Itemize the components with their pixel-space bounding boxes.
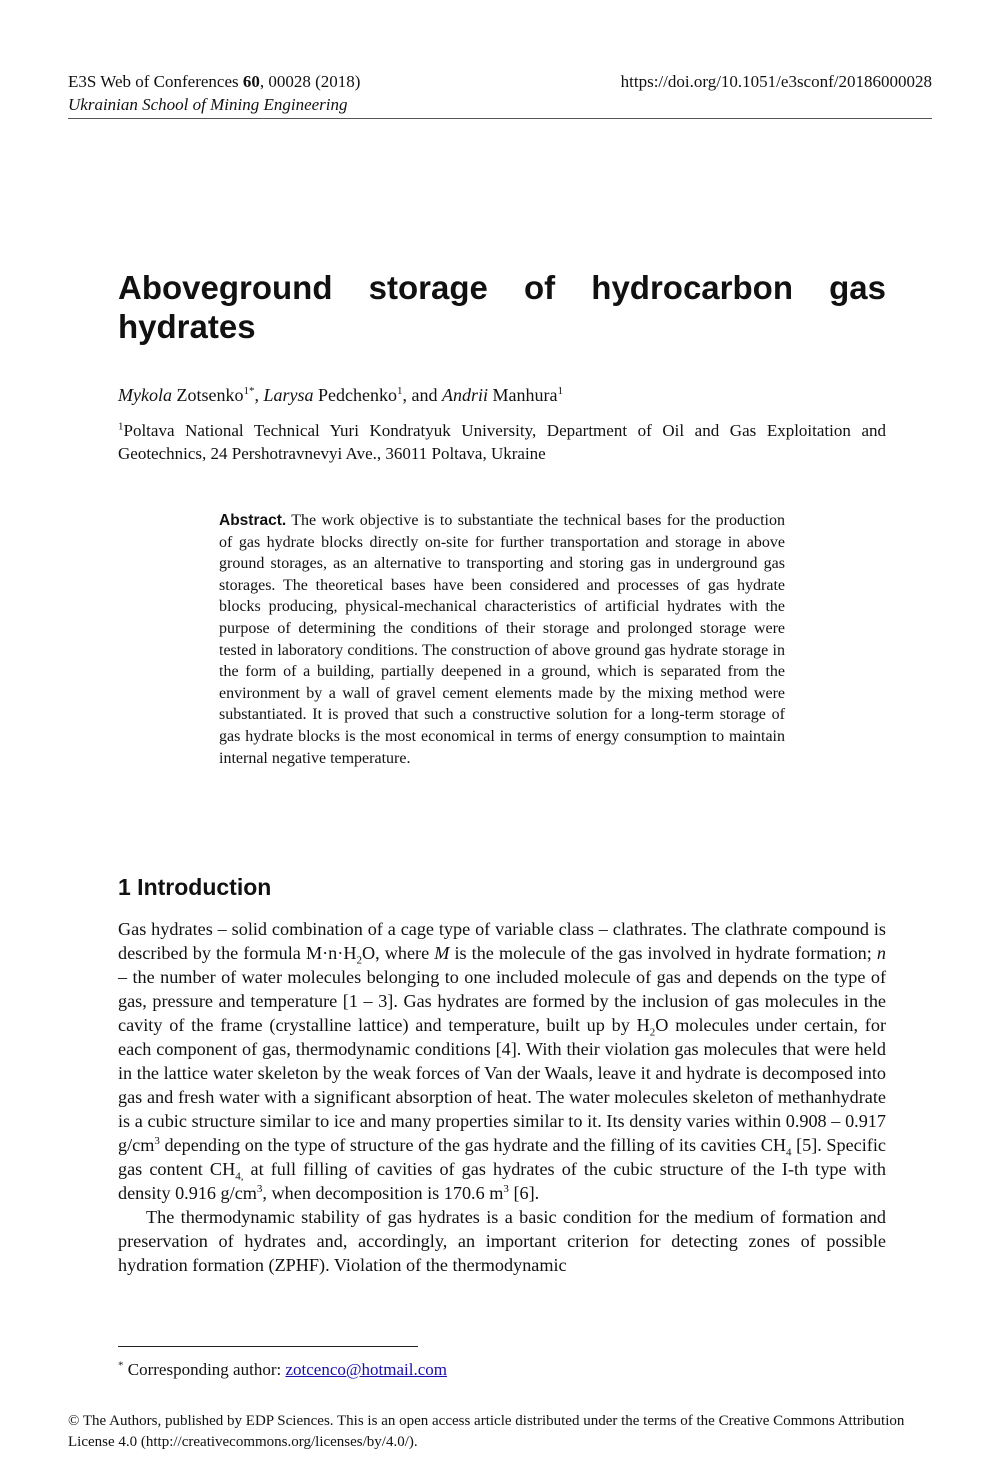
superscript: 3	[503, 1182, 509, 1195]
affiliation	[118, 419, 886, 465]
author-3-last-name: Manhura	[488, 385, 558, 405]
text-run: , when decomposition is 170.6 m	[262, 1183, 504, 1203]
journal-name: E3S Web of Conferences	[68, 72, 243, 91]
paragraph-1	[118, 917, 886, 1205]
license-notice: © The Authors, published by EDP Sciences. This is an open access article distributed under the terms of the Creative Commons Attribution License 4.0 (http://creativecommons.org/licenses/by/4.0/).	[68, 1413, 905, 1450]
author-1-affiliation-mark: 1*	[243, 385, 255, 397]
superscript: 3	[256, 1182, 263, 1195]
footnote-mark: *	[118, 1359, 124, 1372]
subscript: 2	[356, 954, 362, 967]
math-symbol-n: n	[876, 943, 886, 963]
text-run: [6].	[508, 1183, 540, 1203]
conference-name: Ukrainian School of Mining Engineering	[68, 95, 348, 114]
text-run: Gas hydrates – solid combination of a cage type of variable class – clathrates. The clathrate compound is described by the formula M·n·H	[118, 919, 886, 963]
math-symbol-m: M	[434, 943, 450, 963]
paragraph-2: The thermodynamic stability of gas hydrates is a basic condition for the medium of formation and preservation of hydrates and, accordingly, an important criterion for detecting zones of possible hydration formation (ZPHF). Violation of the thermodynamic	[118, 1207, 886, 1275]
article-number-year: , 00028 (2018)	[259, 72, 361, 91]
journal-volume: 60	[242, 72, 260, 91]
author-separator: ,	[254, 385, 264, 405]
footnote-rule	[118, 1346, 418, 1347]
abstract-label: Abstract.	[219, 512, 287, 529]
text-run: O, where	[361, 943, 435, 963]
text-run: [5]. Specific gas content CH	[118, 1135, 886, 1179]
footnote	[118, 1358, 447, 1382]
author-3-first-name: Andrii	[441, 385, 488, 405]
text-run: at full filling of cavities of gas hydrates of the cubic structure of the I-th type with density 0.916 g/cm	[118, 1159, 886, 1203]
text-run: – the number of water molecules belonging to one included molecule of gas and depends on the type of gas, pressure and temperature [1 – 3]. Gas hydrates are formed by the inclusion of gas molecules in the cavity of the frame (crystalline lattice) and temperature, built up by H	[118, 967, 886, 1035]
abstract-text: The work objective is to substantiate the technical bases for the production of gas hydrate blocks directly on-site for further transportation and storage in above ground storages, as an alternative to transporting and storing gas in underground gas storages. The theoretical bases have been considered and processes of gas hydrate blocks producing, physical-mechanical characteristics of artificial hydrates with the purpose of determining the conditions of their storage and prolonged storage were tested in laboratory conditions. The construction of above ground gas hydrate storage in the form of a building, partially deepened in a ground, which is separated from the environment by a wall of gravel cement elements made by the mixing method were substantiated. It is proved that such a constructive solution for a long-term storage of gas hydrate blocks is the most economical in terms of energy consumption to maintain internal negative temperature.	[219, 512, 785, 767]
author-list	[118, 382, 886, 408]
header-rule	[68, 118, 932, 119]
author-2-first-name: Larysa	[263, 385, 314, 405]
paper-title: Aboveground storage of hydrocarbon gas hydrates	[118, 269, 886, 345]
section-heading-introduction: 1 Introduction	[118, 874, 272, 900]
author-1-last-name: Zotsenko	[171, 385, 244, 405]
author-2-affiliation-mark: 1	[396, 385, 403, 397]
author-1-first-name: Mykola	[118, 385, 172, 405]
subscript: 2	[649, 1026, 656, 1039]
abstract	[219, 510, 785, 769]
doi-link[interactable]: https://doi.org/10.1051/e3sconf/20186000028	[620, 72, 932, 91]
author-2-last-name: Pedchenko	[313, 385, 397, 405]
running-header-left	[68, 70, 360, 116]
subscript: 4	[786, 1146, 792, 1159]
author-3-affiliation-mark: 1	[557, 385, 563, 397]
body-text	[118, 917, 886, 1277]
subscript: 4,	[235, 1170, 244, 1183]
text-run: depending on the type of structure of the gas hydrate and the filling of its cavities CH	[159, 1135, 787, 1155]
journal-citation	[68, 70, 360, 93]
superscript: 3	[154, 1134, 160, 1147]
text-run: is the molecule of the gas involved in hydrate formation;	[449, 943, 877, 963]
author-separator: , and	[402, 385, 442, 405]
affiliation-text: Poltava National Technical Yuri Kondratyuk University, Department of Oil and Gas Exploitation and Geotechnics, 24 Pershotravnevyi Ave., 36011 Poltava, Ukraine	[118, 421, 886, 463]
corresponding-author-email-link[interactable]: zotcenco@hotmail.com	[285, 1360, 447, 1379]
footnote-label: Corresponding author:	[123, 1360, 286, 1379]
text-run: O molecules under certain, for each component of gas, thermodynamic conditions [4]. With their violation gas molecules that were held in the lattice water skeleton by the weak forces of Van der Waals, leave it and hydrate is decomposed into gas and fresh water with a significant absorption of heat. The water molecules skeleton of methanhydrate is a cubic structure similar to ice and many properties similar to it. Its density varies within 0.908 – 0.917 g/cm	[118, 1015, 886, 1155]
affiliation-mark: 1	[118, 420, 124, 433]
